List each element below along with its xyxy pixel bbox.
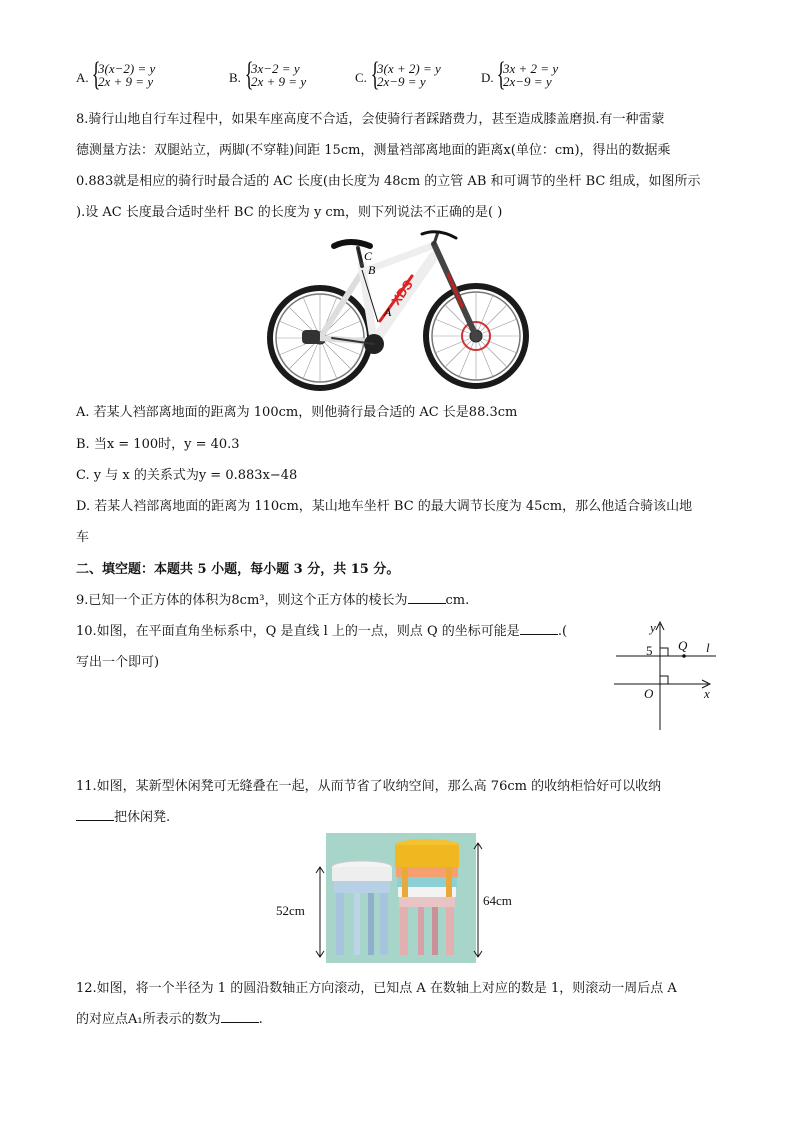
q11-text-after: 把休闲凳. [114,810,171,825]
point-c-label: C [364,249,373,263]
equation: 2x−9 = y [377,74,426,89]
q12-stem-line-2 [76,1008,263,1027]
option-label: D. [481,70,494,85]
q8-stem-line-2: 德测量方法：双腿站立，两脚(不穿鞋)间距 15cm，测量裆部离地面的距离x(单位：cm)，得出的数据乘 [76,143,671,158]
q8-stem-line-4: ).设 AC 长度最合适时坐杆 BC 的长度为 y cm，则下列说法不正确的是( ) [76,205,503,220]
equation: 2x + 9 = y [98,74,154,89]
q8-option-d-cont: 车 [76,530,90,545]
section-heading: 二、填空题：本题共 5 小题，每小题 3 分，共 15 分。 [76,562,400,577]
q9-stem [76,589,469,608]
equation: 2x + 9 = y [251,74,307,89]
q8-option-b[interactable]: B. 当x = 100时，y = 40.3 [76,437,240,452]
point-b-label: B [368,263,376,277]
q12-text-after: . [258,1012,263,1027]
answer-blank[interactable] [408,591,446,604]
equation: 2x−9 = y [503,74,552,89]
stools-figure [272,833,532,963]
line-l-label: l [706,640,710,655]
q12-text: 的对应点A₁所表示的数为 [76,1012,221,1027]
bicycle-figure [262,226,532,391]
q10-stem-line-2: 写出一个即可) [76,655,160,670]
brace-icon: { [244,56,254,93]
q8-option-a[interactable]: A. 若某人裆部离地面的距离为 100cm，则他骑行最合适的 AC 长是88.3cm [76,405,518,420]
coordinate-figure [610,618,720,736]
brace-icon: { [370,56,380,93]
equation: 3(x−2) = y [98,61,156,76]
q7-option-c[interactable] [355,56,485,93]
tick-label-5: 5 [646,643,653,658]
option-label: C. [355,70,367,85]
brace-icon: { [91,56,101,93]
height-label-52: 52cm [276,903,305,918]
height-label-64: 64cm [483,893,512,908]
answer-blank[interactable] [76,808,114,821]
q8-option-d[interactable]: D. 若某人裆部离地面的距离为 110cm，某山地车坐杆 BC 的最大调节长度为 45cm，那么他适合骑该山地 [76,499,693,514]
q7-option-b[interactable] [229,56,359,93]
equation: 3x + 2 = y [503,61,559,76]
q8-stem-line-3: 0.883就是相应的骑行时最合适的 AC 长度(由长度为 48cm 的立管 AB 和可调节的坐杆 BC 组成，如图所示 [76,174,701,189]
option-label: B. [229,70,241,85]
q11-stem-line-2 [76,806,170,825]
q12-stem-line-1: 12.如图，将一个半径为 1 的圆沿数轴正方向滚动，已知点 A 在数轴上对应的数是 1，则滚动一周后点 A [76,981,677,996]
q7-option-d[interactable] [481,56,611,93]
x-axis-label: x [704,686,710,701]
q10-text-after: .( [557,624,568,639]
answer-blank[interactable] [520,622,558,635]
q7-option-a[interactable] [76,56,226,93]
y-axis-label: y [650,620,656,635]
option-label: A. [76,70,89,85]
q-label: Q [678,638,688,653]
point-q [682,654,686,658]
answer-blank[interactable] [221,1010,259,1023]
q11-stem-line-1: 11.如图，某新型休闲凳可无缝叠在一起，从而节省了收纳空间，那么高 76cm 的收纳柜恰好可以收纳 [76,779,662,794]
brace-icon: { [496,56,506,93]
brand-label: XDS [388,277,416,308]
point-a-label: A [384,305,392,319]
q9-text: 9.已知一个正方体的体积为8cm³，则这个正方体的棱长为 [76,593,408,608]
equation: 3x−2 = y [251,61,300,76]
origin-label: O [644,686,654,701]
q8-stem-line-1: 8.骑行山地自行车过程中，如果车座高度不合适，会使骑行者踩踏费力，甚至造成膝盖磨损.有一种雷蒙 [76,112,665,127]
q8-option-c[interactable]: C. y 与 x 的关系式为y = 0.883x−48 [76,468,298,483]
q10-text: 10.如图，在平面直角坐标系中，Q 是直线 l 上的一点，则点 Q 的坐标可能是 [76,624,520,639]
equation: 3(x + 2) = y [377,61,441,76]
q9-unit: cm. [445,593,470,608]
q10-stem-line-1 [76,620,567,639]
